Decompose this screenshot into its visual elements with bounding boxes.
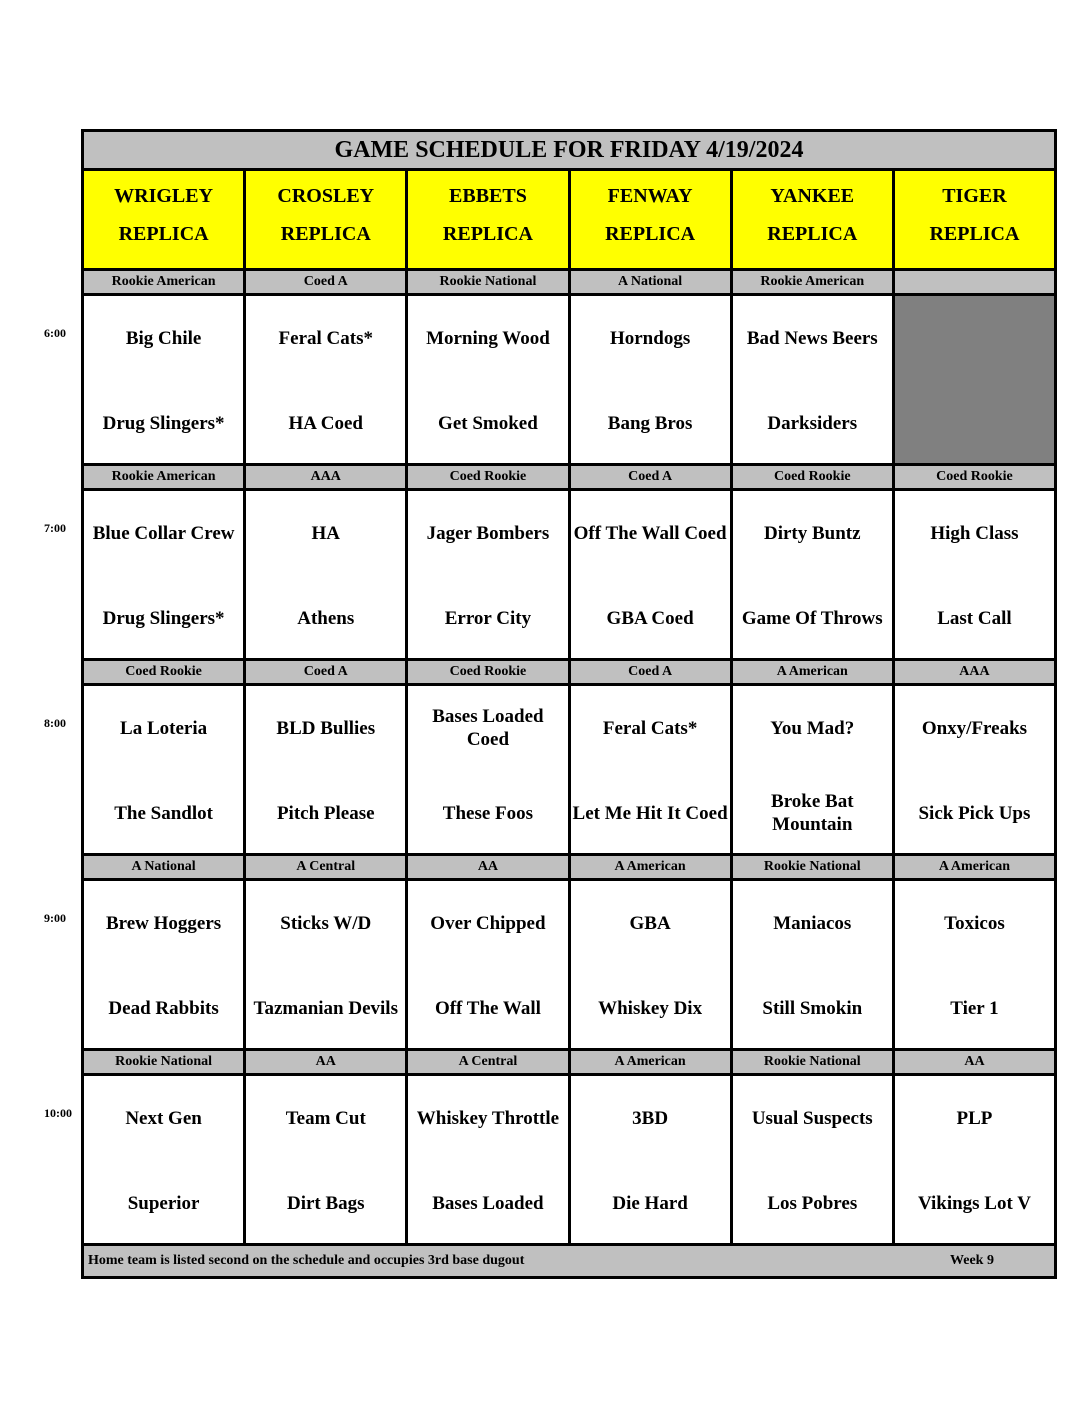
away-team: La Loteria: [120, 717, 208, 739]
away-team: High Class: [930, 522, 1019, 544]
home-team: Tier 1: [950, 997, 999, 1019]
home-team: Bases Loaded: [432, 1192, 544, 1214]
time-label: 7:00: [44, 521, 66, 535]
field-header-crosley: [246, 171, 408, 268]
division-label: Rookie National: [733, 1051, 895, 1073]
home-team: Die Hard: [612, 1192, 688, 1214]
away-team: PLP: [956, 1107, 993, 1129]
game-cell: [84, 491, 246, 658]
home-team: Last Call: [937, 607, 1012, 629]
division-label: Coed Rookie: [84, 661, 246, 683]
schedule-footer: [84, 1246, 1054, 1276]
division-row: [84, 466, 1054, 491]
division-label: AA: [408, 856, 570, 878]
schedule-table: [81, 129, 1057, 1279]
home-team: Game Of Throws: [741, 607, 883, 629]
home-team: Dead Rabbits: [108, 997, 219, 1019]
division-label: A American: [733, 661, 895, 683]
field-subtitle: REPLICA: [442, 223, 533, 245]
game-cell: [571, 491, 733, 658]
home-team: Tazmanian Devils: [253, 997, 398, 1019]
home-team: Bang Bros: [607, 412, 693, 434]
field-header-wrigley: [84, 171, 246, 268]
division-label: A American: [938, 859, 1011, 874]
time-label: 6:00: [44, 326, 66, 340]
field-name: EBBETS: [449, 185, 527, 207]
division-label: AAA: [959, 664, 990, 679]
game-cell: [895, 1076, 1054, 1243]
home-team: Vikings Lot V: [917, 1192, 1031, 1214]
home-team: Drug Slingers*: [102, 607, 225, 629]
division-label: AA: [246, 1051, 408, 1073]
away-team: Team Cut: [285, 1107, 366, 1129]
games-row: [84, 296, 1054, 466]
home-team: Get Smoked: [438, 412, 538, 434]
away-team: 3BD: [632, 1107, 669, 1129]
division-row: [84, 856, 1054, 881]
game-cell: [246, 491, 408, 658]
game-cell: [895, 491, 1054, 658]
away-team: Maniacos: [773, 912, 852, 934]
division-label: A American: [571, 1051, 733, 1073]
game-cell: [733, 491, 895, 658]
away-team: Usual Suspects: [751, 1107, 873, 1129]
field-header-tiger: [895, 171, 1054, 268]
time-label: 9:00: [44, 911, 66, 925]
home-team: GBA Coed: [606, 607, 694, 629]
division-label: AAA: [246, 466, 408, 488]
time-label: 8:00: [44, 716, 66, 730]
game-cell: [733, 881, 895, 1048]
home-team: The Sandlot: [114, 802, 213, 824]
division-label: Coed A: [246, 271, 408, 293]
division-label: A National: [571, 271, 733, 293]
division-label: Rookie American: [733, 271, 895, 293]
away-team: Bases Loaded Coed: [432, 706, 544, 750]
week-label: Week 9: [950, 1253, 994, 1268]
game-cell: [408, 881, 570, 1048]
division-label: Rookie National: [408, 271, 570, 293]
home-team: Sick Pick Ups: [918, 802, 1031, 824]
game-cell: [246, 881, 408, 1048]
division-row: [84, 271, 1054, 296]
away-team: Next Gen: [125, 1107, 202, 1129]
empty-game-cell: [895, 296, 1054, 463]
time-slot: [84, 856, 1054, 1051]
time-label: 10:00: [44, 1106, 72, 1120]
game-cell: [733, 1076, 895, 1243]
game-cell: [84, 686, 246, 853]
time-slot: [84, 271, 1054, 466]
home-team: Pitch Please: [276, 802, 375, 824]
time-slot: [84, 466, 1054, 661]
away-team: Off The Wall Coed: [573, 522, 727, 544]
home-team: Darksiders: [767, 412, 858, 434]
away-team: Feral Cats*: [602, 717, 698, 739]
division-label: Coed Rookie: [733, 466, 895, 488]
division-label: Rookie American: [84, 271, 246, 293]
schedule-title: GAME SCHEDULE FOR FRIDAY 4/19/2024: [84, 132, 1054, 171]
field-header-fenway: [571, 171, 733, 268]
division-label: Coed Rookie: [408, 661, 570, 683]
field-header-yankee: [733, 171, 895, 268]
home-team-note: Home team is listed second on the schedule and occupies 3rd base dugout: [88, 1253, 525, 1268]
home-team: Dirt Bags: [286, 1192, 365, 1214]
game-cell: [84, 1076, 246, 1243]
away-team: Whiskey Throttle: [416, 1107, 560, 1129]
game-cell: [571, 1076, 733, 1243]
division-label: AA: [964, 1054, 985, 1069]
game-cell: [571, 296, 733, 463]
field-subtitle: REPLICA: [280, 223, 371, 245]
away-team: Sticks W/D: [280, 912, 372, 934]
game-cell: [733, 686, 895, 853]
field-header-row: [84, 171, 1054, 271]
division-label: A National: [84, 856, 246, 878]
home-team: Off The Wall: [434, 997, 541, 1019]
game-cell: [733, 296, 895, 463]
away-team: Horndogs: [609, 327, 691, 349]
field-name: CROSLEY: [277, 185, 375, 207]
game-cell: [408, 1076, 570, 1243]
field-subtitle: REPLICA: [605, 223, 696, 245]
away-team: Morning Wood: [426, 327, 550, 349]
game-cell: [246, 686, 408, 853]
division-label: Coed A: [571, 466, 733, 488]
game-cell: [246, 1076, 408, 1243]
field-subtitle: REPLICA: [118, 223, 209, 245]
games-row: [84, 686, 1054, 856]
away-team: Toxicos: [944, 912, 1005, 934]
away-team: Blue Collar Crew: [92, 522, 235, 544]
away-team: Onxy/Freaks: [921, 717, 1028, 739]
home-team: Drug Slingers*: [102, 412, 225, 434]
game-cell: [571, 686, 733, 853]
games-row: [84, 1076, 1054, 1246]
game-cell: [895, 881, 1054, 1048]
time-slot: [84, 661, 1054, 856]
away-team: GBA: [629, 912, 671, 934]
time-slot: [84, 1051, 1054, 1246]
away-team: HA: [311, 522, 340, 544]
away-team: You Mad?: [770, 717, 855, 739]
home-team: Still Smokin: [762, 997, 863, 1019]
away-team: Brew Hoggers: [105, 912, 222, 934]
time-slots: [84, 271, 1054, 1246]
division-label: Coed Rookie: [408, 466, 570, 488]
games-row: [84, 881, 1054, 1051]
field-name: WRIGLEY: [114, 185, 214, 207]
away-team: Feral Cats*: [278, 327, 373, 349]
division-label: Coed A: [571, 661, 733, 683]
division-row: [84, 661, 1054, 686]
away-team: Over Chipped: [430, 912, 546, 934]
game-cell: [895, 686, 1054, 853]
game-cell: [571, 881, 733, 1048]
field-name: TIGER: [942, 185, 1007, 207]
away-team: Dirty Buntz: [763, 522, 861, 544]
division-row: [84, 1051, 1054, 1076]
home-team: Let Me Hit It Coed: [572, 802, 728, 824]
home-team: Athens: [297, 607, 355, 629]
field-subtitle: REPLICA: [767, 223, 858, 245]
home-team: Los Pobres: [767, 1192, 858, 1214]
games-row: [84, 491, 1054, 661]
division-label: A Central: [408, 1051, 570, 1073]
game-cell: [408, 686, 570, 853]
home-team: HA Coed: [288, 412, 363, 434]
away-team: Bad News Beers: [746, 327, 878, 349]
game-cell: [408, 491, 570, 658]
division-label: Coed A: [246, 661, 408, 683]
away-team: BLD Bullies: [276, 717, 376, 739]
division-label: Coed Rookie: [936, 469, 1013, 484]
home-team: Whiskey Dix: [598, 997, 703, 1019]
division-label: Rookie National: [84, 1051, 246, 1073]
home-team: Broke Bat Mountain: [771, 791, 854, 835]
game-cell: [84, 296, 246, 463]
game-cell: [246, 296, 408, 463]
game-cell: [408, 296, 570, 463]
division-label: Rookie American: [84, 466, 246, 488]
division-label: [895, 271, 1054, 293]
field-header-ebbets: [408, 171, 570, 268]
field-subtitle: REPLICA: [929, 223, 1020, 245]
away-team: Big Chile: [125, 327, 202, 349]
away-team: Jager Bombers: [426, 522, 550, 544]
game-cell: [84, 881, 246, 1048]
field-name: YANKEE: [770, 185, 855, 207]
division-label: A American: [571, 856, 733, 878]
home-team: These Foos: [442, 802, 534, 824]
division-label: A Central: [246, 856, 408, 878]
division-label: Rookie National: [733, 856, 895, 878]
home-team: Superior: [127, 1192, 200, 1214]
home-team: Error City: [444, 607, 532, 629]
field-name: FENWAY: [607, 185, 693, 207]
